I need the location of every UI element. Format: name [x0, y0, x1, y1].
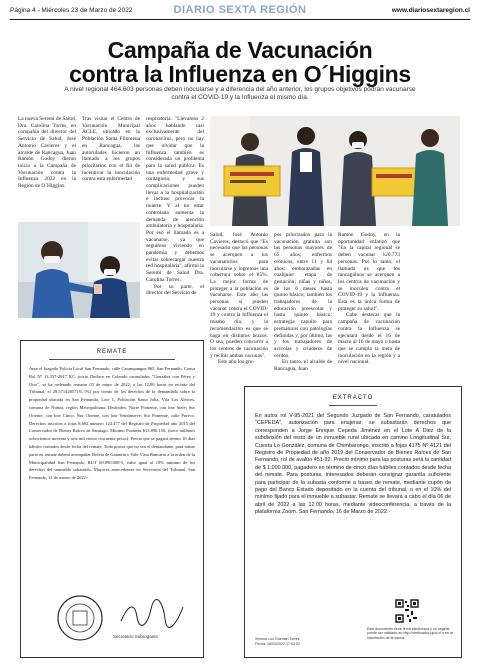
- article-col-4: [210, 232, 268, 372]
- vaccination-photo: [18, 222, 140, 318]
- handwritten-signature: [117, 599, 187, 629]
- article-col-5-text: pos priorizados para la vacunación gratuita son las personas mayores de 65 años; enfermos crónicos, entre 11 y 64 años; embarazadas en cualquier etapa de gestación; niñas y niños, de los 6 meses hasta quinto básico; también los trabajadores de la educación preescolar y hasta quinto básico; estrategia capullo para prematuros con patologías definidas y, por último, las y los trabajadores de avícolas y criaderos de cerdos.: [274, 232, 332, 359]
- article-col-3: [146, 116, 204, 302]
- extracto-title: EXTRACTO: [332, 395, 374, 401]
- remate-body: Ante el Juzgado Policía Local San Fernando, calle Carampangue 865, San Fernando, Causa Rol Nº 13.357-2017 KC, juicio Deduce en Cobrado caratulados "González con Pérez y Otro", se ha ordenado rematar 05 de mayo de 2022, a las 12,00 horas en recinto del Tribunal, el 28.571428571% (%) por ciento de los derechos de la demandada sobre la propiedad ubicada en San Fernando, Lote 1, Población Santa Julia, Vila Los Alerces, comuna de Ñuñoa, región Metropolitana. Deslindes: Norte Poniente, con lote Siete; Sur Oriente, con lote Cinco; Nor Oriente, con lote Veintinueve; Sur Poniente, calle Pureco. Derechos inscritos a fojas 8.682 número 124.477 del Registro de Propiedad año 2015 del Conservador de Bienes Raíces de Santiago. Mínimo Posturas $13.896.150. (trece millones ochocientos noventa y seis mil ciento cincuenta pesos). Precio que se pagará dentro 10 días hábiles contados desde fecha del remate. Todo postor que no sea el demandante, para tomar parte en remate deberá acompañar Boleta de Garantía o Vale Vista Bancario a la orden de la Municipalidad San Fernando, RUT 69.090.000-5, valor igual al 10% mínimo de los derechos del inmueble subastado. Mayores antecedentes en Secretaría del Tribunal. San Fernando, 11 de marzo de 2022.-: [29, 366, 195, 481]
- header-rule: [10, 19, 470, 20]
- article-dek: A nivel regional 464.603 personas deben inocularse y a diferencia del año anterior, los grupos objetivos podrán vacunarse contra el COVID-19 y la Influenza el mismo día.: [64, 86, 416, 101]
- remate-title-rule: [49, 359, 175, 360]
- article-col-1: La nueva Seremi de Salud, Dra. Carolina Torres, en compañía del director del Servicio de Salud, José Antonio Cavieres y el alcalde de Rancagua, Juan Ramón Godoy dieron inicio a la Campaña de Vacunación contra la Influenza 2022 en la Región de O´Higgins.: [18, 116, 76, 190]
- remate-notice: [20, 340, 204, 658]
- extracto-body: En autos rol V-95-2021 del Segundo Juzgado de San Fernando, caratulados "CEPEDA", autorización para enajenar, se subastarán derechos que corresponden a Jorge Enrique Cepeda Jiménez en el Lote A Diez de la subdivisión del resto de un inmueble rural ubicado en camino Longitudinal Sur, Cuesta Lo González, comuna de Chimbarongo, inscrito a fojas 4175 Nº 4121 del Registro de Propiedad de año 2019 del Conservador de Bienes Raíces de San Fernando, rol de avalúo 451-92. Precio mínimo para las posturas será la cantidad de $ 1.000.000, pagadero en término de cinco días hábiles contados desde fecha del remate. Para posturas, interesados deberán consignar garantía suficiente para participar de la subasta conforme a bases de remate, mediante cupón de pago del Banco Estado depositado en la cuenta del tribunal, o en el 10% del mínimo fijado para el inmueble a subastar. Remate se llevará a cabo el día 06 de abril de 2022 a las 12.00 horas, mediante videoconferencia, a través de la plataforma Zoom. San Fernando, 16 de Marzo de 2022.-: [255, 413, 451, 516]
- extracto-footer-date: Fecha: 16/03/2022 17:53:52: [255, 642, 300, 646]
- newspaper-name: DIARIO SEXTA REGIÓN: [173, 4, 307, 16]
- article-col-6-text: Ramón Godoy, en la oportunidad enfatizó que "En la capital regional se deben vacunar 120.773 personas. Por lo tanto, el llamado es que los rancagüinos se acerquen a los centros de vacunación y se inoculen contra el COVID-19 y la Influenza. Esta es la única forma de proteger su salud".: [338, 232, 400, 312]
- article-col-2: Tras visitar el Centro de Vacunación Municipal ACLE, ubicado en la Población Santa Filomena en Rancagua, las autoridades hicieron un llamado a los grupos prioritarios con el fin de incentivar la inoculación contra esta enfermedad: [82, 116, 140, 183]
- remate-title: REMATE: [96, 349, 128, 355]
- extracto-footer-note: Este documento tiene firma electrónica y su original puede ser validado en http://verificadoc.pjud.cl o en la tramitación de la causa.: [367, 627, 453, 640]
- municipal-seal: [55, 593, 105, 643]
- page-info: Página 4 - Miércoles 23 de Marzo de 2022: [10, 7, 133, 14]
- headline-line2: contra la Influenza en O´Higgins: [69, 61, 411, 87]
- article-col-4-text: Salud, José Antonio Cavieres, destacó que "Es necesario que las personas se acerquen a los vacunatorios para inocularse y logremos una cobertura sobre el 85%. La mejor forma de proteger a la población es vacunarse. Este año las personas sí pueden vacunar contra el COVID-19 y contra la Influenza el mismo día, y la recomendación es que se haga en distintos brazos. O sea, pueden concurrir a los centros de vacunación y recibir ambas vacunas".: [210, 232, 268, 359]
- article-col-3b-text: Por su parte, el director del Servicio de: [146, 283, 204, 297]
- vaccination-photo-illustration: [18, 222, 140, 318]
- website-url[interactable]: www.diariosextaregion.cl: [391, 7, 470, 14]
- extracto-notice: [244, 386, 462, 658]
- article-col-6b-text: Cabe destacar que la campaña de vacunación contra la Influenza se ejecutará desde el 16 de marzo al 16 de mayo o hasta que se cumpla la meta de inoculación en la región y a nivel nacional.: [338, 312, 400, 366]
- extracto-title-rule: [329, 405, 377, 406]
- article-col-3-text: respiratoria. "Llevamos 2 años hablando casi exclusivamente del coronavirus, pero no hay que olvidar que la Influenza también es considerada un problema para la salud pública. Es una enfermedad grave y contagiosa, y sus complicaciones pueden llevar a la hospitalización e incluso provocar la muerte. Y al no estar controlada aumenta la demanda de atención ambulatoria y hospitalaria. Por eso el llamado es a vacunarse, ya que seguimos viviendo en pandemia y debemos evitar sobrecargar nuestra red hospitalaria", afirmó la Seremi de Salud Dra. Carolina Torres.: [146, 116, 204, 283]
- extracto-footer-name: Ximena Luz Guzman Torres: [255, 637, 300, 641]
- signature-caption: Secretario Subrogante: [113, 634, 159, 639]
- page-header: [10, 4, 470, 18]
- authorities-photo: [210, 116, 460, 226]
- headline-line1: Campaña de Vacunación: [107, 37, 373, 63]
- article-col-4b-text: Este año los gru-: [218, 359, 255, 366]
- article-col-5: [274, 232, 332, 372]
- qr-code-icon[interactable]: [395, 599, 419, 623]
- article-col-6: [338, 232, 400, 372]
- authorities-photo-illustration: [210, 116, 460, 226]
- article-col-5b-text: En tanto, el alcalde de Rancagua, Juan: [274, 359, 332, 372]
